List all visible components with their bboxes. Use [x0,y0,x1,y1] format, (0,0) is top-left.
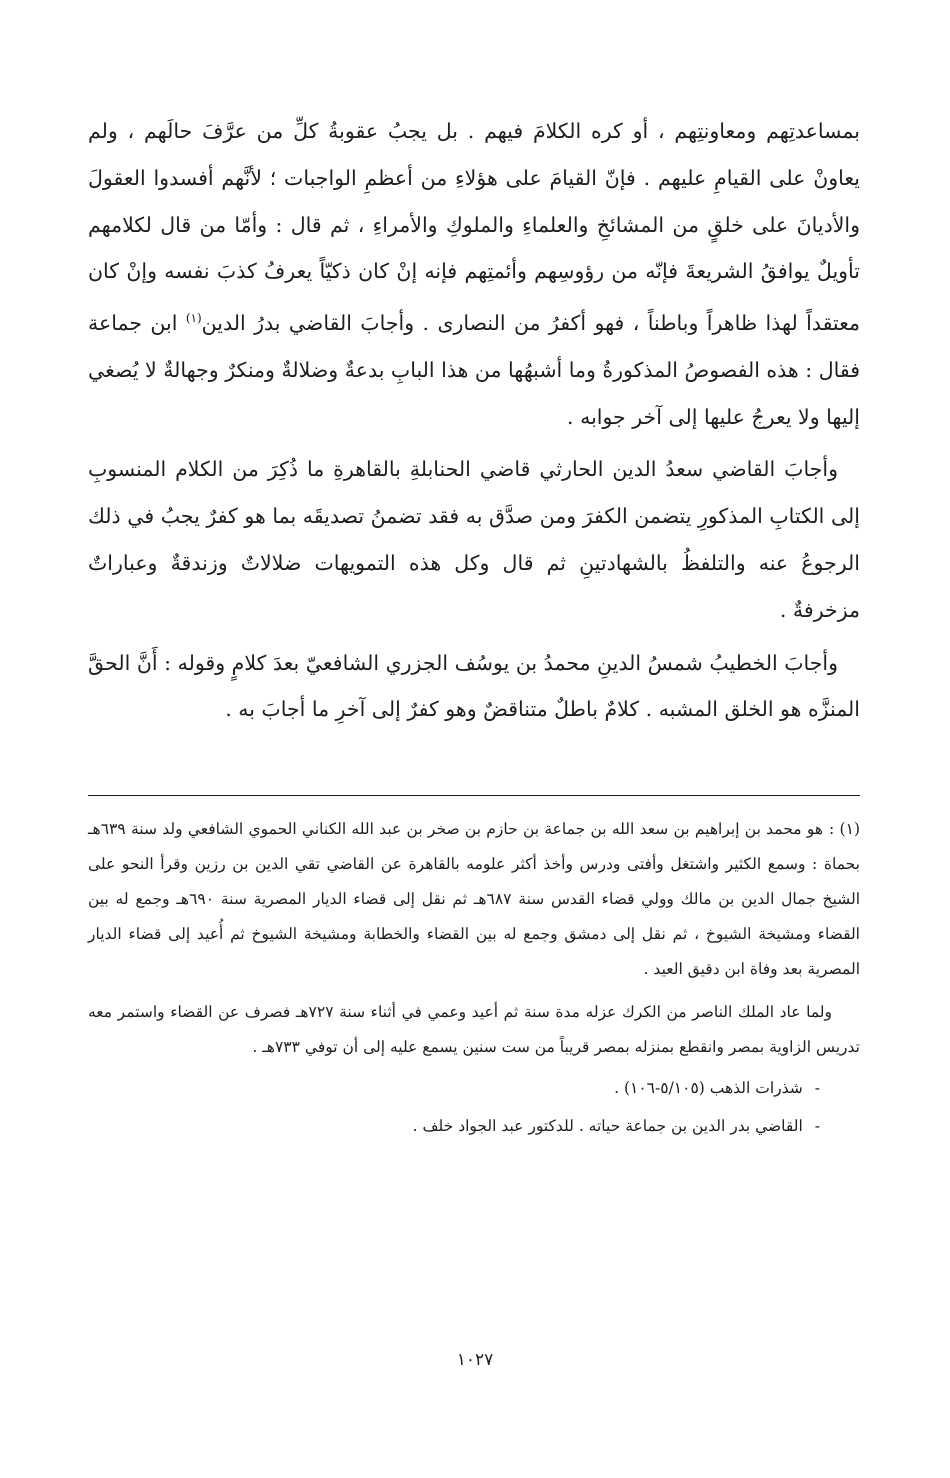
main-paragraph-3: وأجابَ الخطيبُ شمسُ الدينِ محمدُ بن يوسُف الجزري الشافعيّ بعدَ كلامٍ وقوله : أَنَّ الحقَّ المنزَّه هو الخلق المشبه . كلامٌ باطلٌ متناقضٌ وهو كفرٌ إلى آخرِ ما أجابَ به . [88,650,860,722]
main-paragraph-2: وأجابَ القاضي سعدُ الدين الحارثي قاضي الحنابلةِ بالقاهرةِ ما ذُكِرَ من الكلام المنسوبِ إلى الكتابِ المذكورِ يتضمن الكفرَ ومن صدَّق به فقد تضمنُ تصديقَه بما هو كفرٌ يجبُ في ذلك الرجوعُ عنه والتلفظُ بالشهادتينِ ثم قال وكل هذه التمويهات ضلالاتٌ وزندقةٌ وعباراتٌ مزخرفةٌ . [88,457,860,622]
footnote-references [88,1069,860,1145]
footnote-divider [88,795,860,796]
main-paragraph-1-text: بمساعدتِهم ومعاونتِهم ، أو كره الكلامَ فيهم . بل يجبُ عقوبةُ كلِّ من عرَّفَ حالَهم ، ولم يعاونْ على القيامِ عليهم . فإنّ القيامَ على هؤلاءِ من أعظمِ الواجبات ؛ لأنَّهم أفسدوا العقولَ والأديانَ على خلقٍ من المشائخِ والعلماءِ والملوكِ والأمراءِ ، ثم قال : وأمّا من قال لكلامهم تأويلٌ يوافقُ الشريعةَ فإنّه من رؤوسِهم وأئمتِهم فإنه إنْ كان ذكيّاً يعرفُ كذبَ نفسه وإنْ كان معتقداً لهذا ظاهراً وباطناً ، فهو أكفرُ من النصارى . وأجابَ القاضي بدرُ الدين [88,119,860,336]
page-number: ١٠٢٧ [456,1350,494,1370]
footnote-1-text: هو محمد بن إبراهيم بن سعد الله بن جماعة بن حازم بن صخر بن عبد الله الكناني الحموي الشافعي ولد سنة ٦٣٩هـ بحماة : وسمع الكثير واشتغل وأفتى ودرس وأخذ أكثر علومه بالقاهرة عن القاضي تقي الدين بن رزين وقرأ النحو على الشيخ جمال الدين بن مالك وولي قضاء القدس سنة ٦٨٧هـ ثم نقل إلى قضاء الديار المصرية سنة ٦٩٠هـ وجمع له بين القضاء ومشيخة الشيوخ ، ثم نقل إلى دمشق وجمع له بين القضاء والخطابة ومشيخة الشيوخ ثم أُعيد إلى قضاء الديار المصرية بعد وفاة ابن دقيق العيد . [88,820,860,978]
reference-item [88,1107,820,1145]
main-paragraph-1-continued: ابن جماعة فقال : هذه الفصوصُ المذكورةُ وما أشبهُها من هذا البابِ بدعةٌ وضلالةٌ ومنكرٌ وجهالةٌ لا يُصغي إليها ولا يعرجُ عليها إلى آخر جوابه . [88,311,860,429]
footnote-marker[interactable]: (١) [185,311,202,326]
footnote-1 [88,812,860,987]
footnote-1-paragraph-2: ولما عاد الملك الناصر من الكرك عزله مدة سنة ثم أعيد وعمي في أثناء سنة ٧٢٧هـ فصرف عن القضاء واستمر معه تدريس الزاوية بمصر وانقطع بمنزله بمصر قريباً من ست سنين يسمع عليه إلى أن توفي ٧٣٣هـ . [88,1003,860,1056]
main-paragraph-1 [88,108,860,440]
reference-text: القاضي بدر الدين بن جماعة حياته . للدكتور عبد الجواد خلف . [412,1117,803,1135]
reference-dash: - [814,1117,820,1135]
footnotes-block [88,812,860,1145]
footnote-number: (١) : [829,820,860,838]
reference-dash: - [814,1079,820,1097]
main-text-block [88,108,860,733]
main-text [88,108,860,733]
reference-text: شذرات الذهب (٥/١٠٥-١٠٦) . [614,1079,803,1097]
reference-item [88,1069,820,1107]
